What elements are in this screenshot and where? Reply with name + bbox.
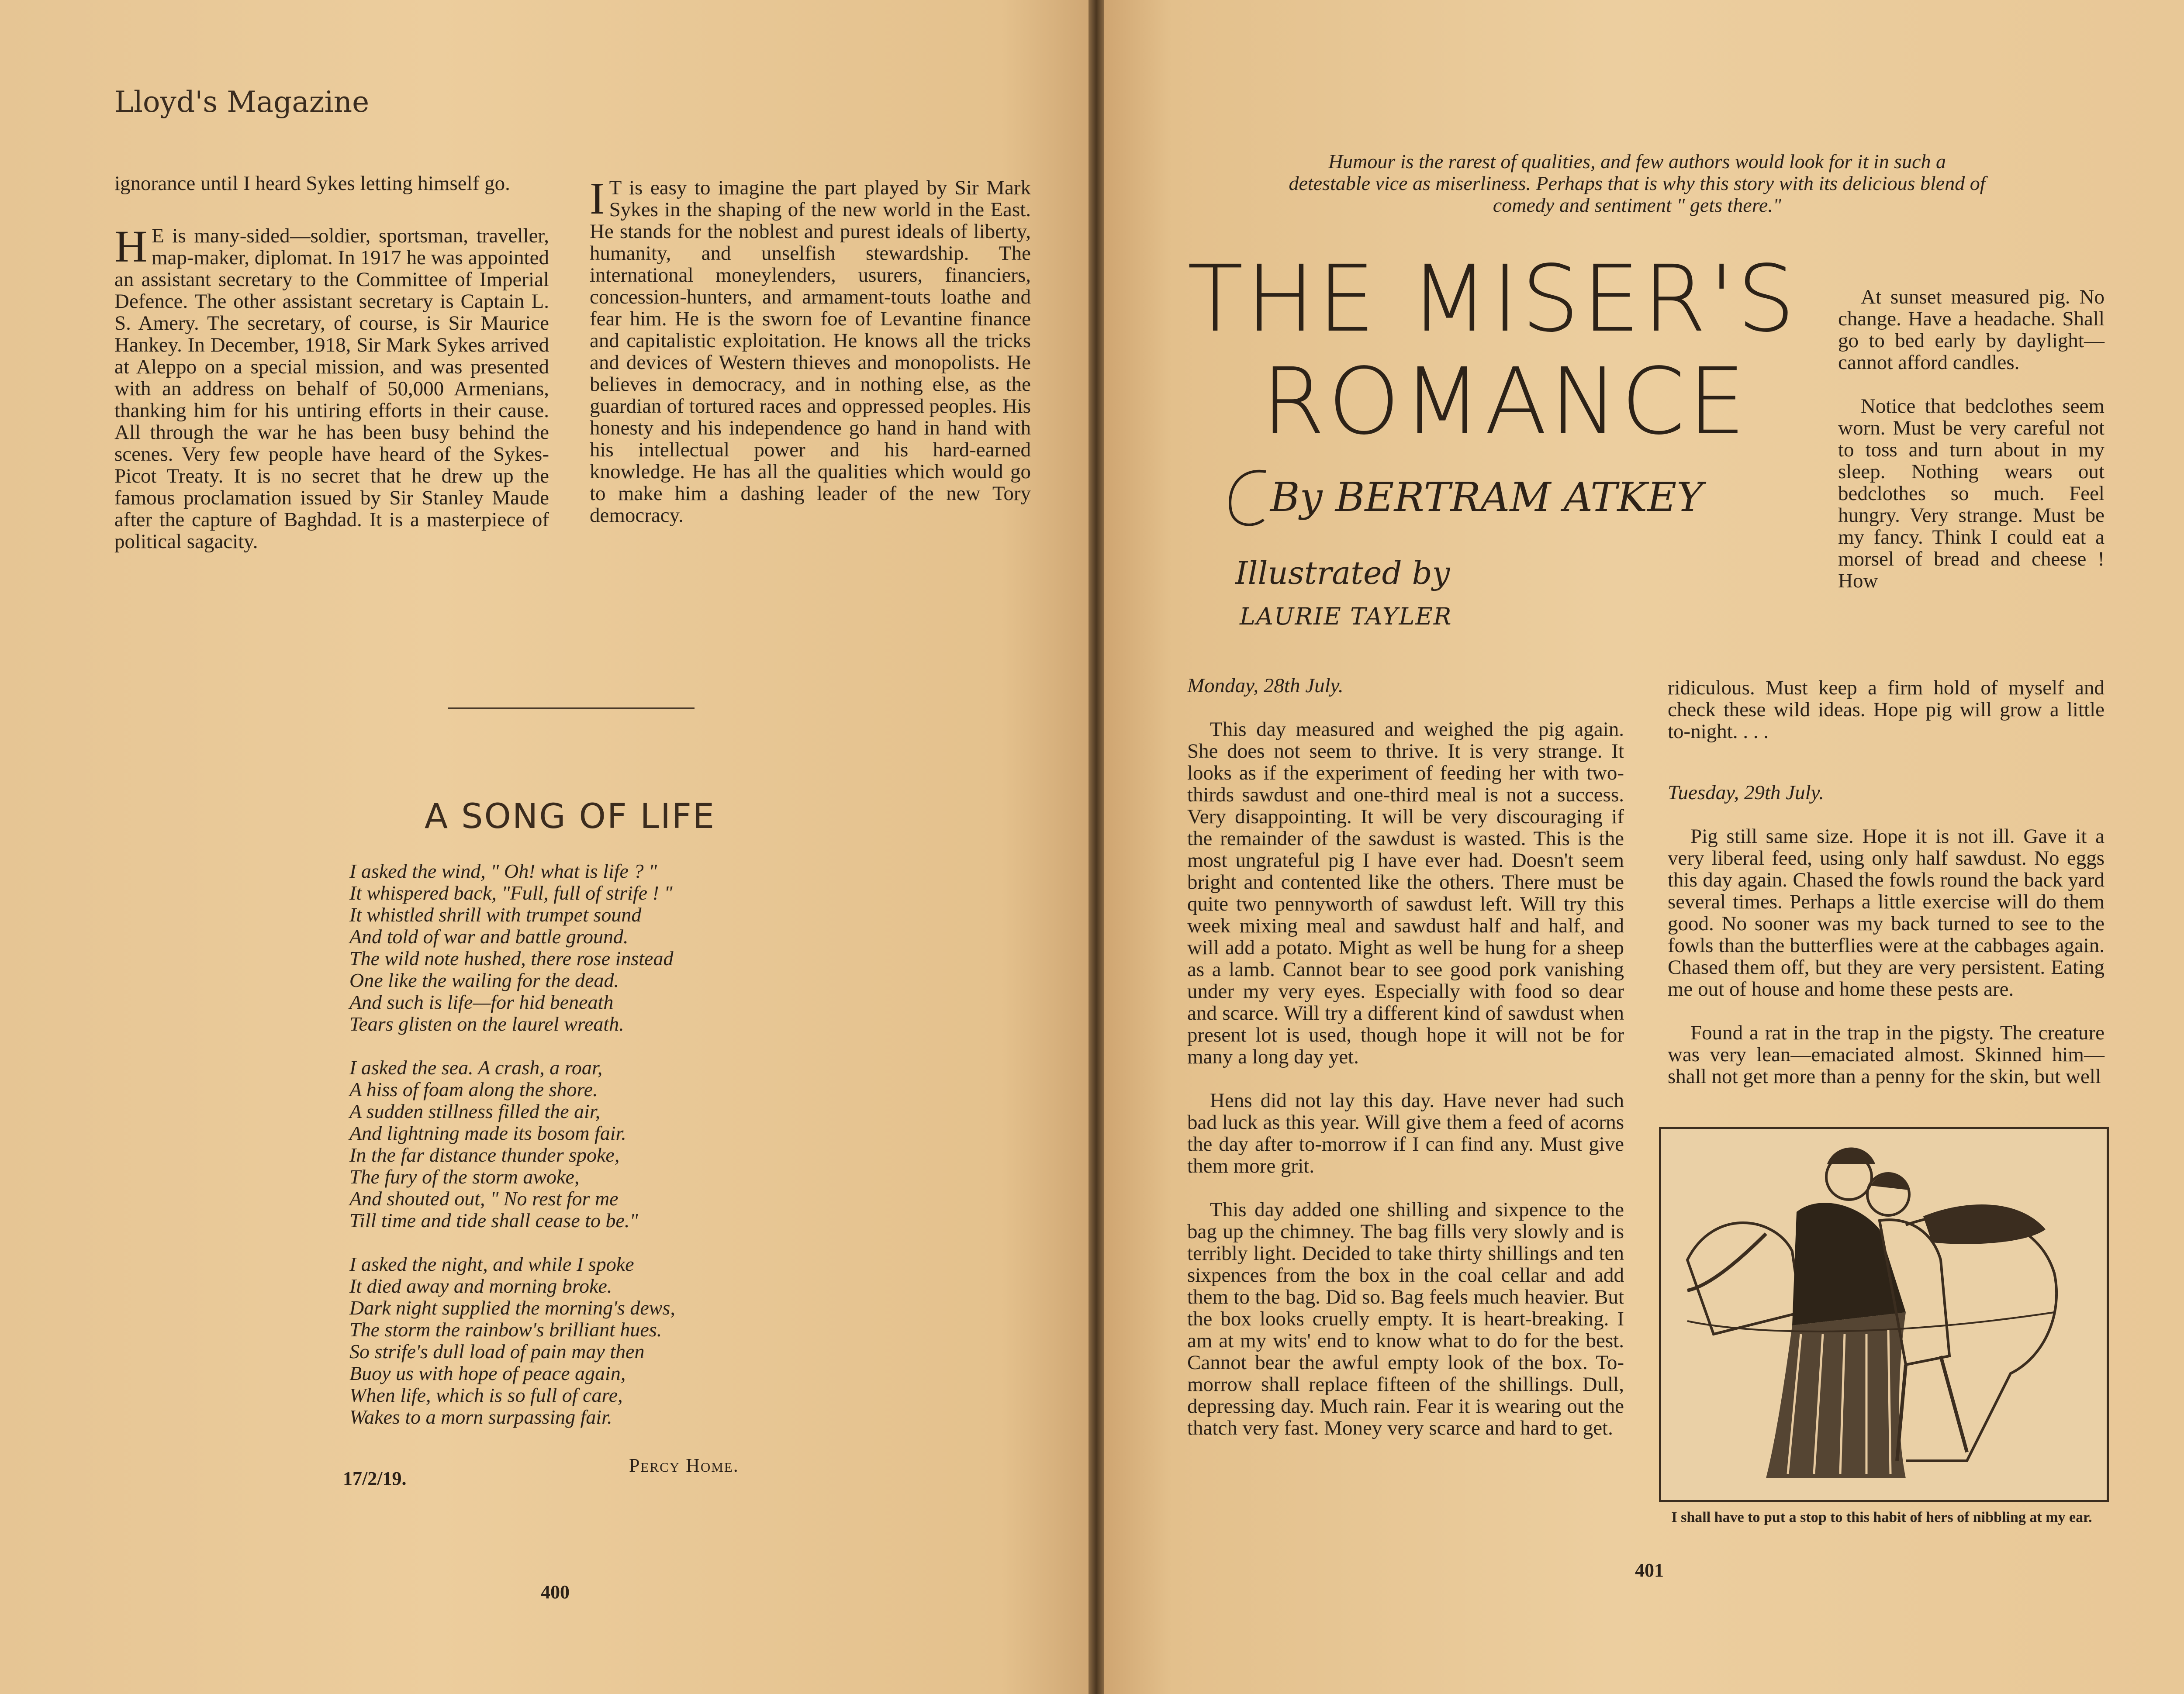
drop-cap: I <box>590 173 605 224</box>
paragraph-text: T is easy to imagine the part played by Sir Mark Sykes in the shaping of the new world in the East. He stands for the noblest and purest ideals of liberty, humanity, and unselfish stewardship. The international moneylenders, usurers, financiers, concession-hunters, and armament-touts loathe and fear him. He is the sworn foe of Levantine finance and capitalistic exploitation. He knows all the tricks and devices of Western thieves and monopolists. He believes in democracy, and in nothing else, as the guardian of tortured races and oppressed peoples. His honesty and his independence go hand in hand with his intellectual power and his hard-earned knowledge. He has all the qualities which would go to make him a dashing leader of the new Tory democracy. <box>590 176 1031 527</box>
right-page <box>1104 0 2184 1694</box>
flourish-icon <box>1222 463 1275 533</box>
poem-line: When life, which is so full of care, <box>349 1384 623 1406</box>
story-title-line-2: ROMANCE <box>1261 348 1749 455</box>
book-gutter <box>1089 0 1104 1694</box>
side-column <box>1838 264 2105 614</box>
paragraph-dropcap <box>590 173 1031 527</box>
poem-line: Buoy us with hope of peace again, <box>349 1362 626 1384</box>
running-head: Lloyd's Magazine <box>114 85 370 119</box>
page-number-right: 401 <box>1635 1559 1664 1581</box>
drop-cap: H <box>114 221 148 272</box>
poem-line: Tears glisten on the laurel wreath. <box>349 1013 624 1035</box>
story-intro: Humour is the rarest of qualities, and few authors would look for it in such a detestable vice as miserliness. Perhaps that is why this story with its delicious blend of comedy and sentiment " gets there." <box>1289 150 1986 216</box>
left-page <box>0 0 1089 1694</box>
poem-author: Percy Home. <box>629 1455 739 1476</box>
paragraph: At sunset measured pig. No change. Have a headache. Shall go to bed early by daylight—cannot afford candles. <box>1838 286 2105 374</box>
poem-line: Wakes to a morn surpassing fair. <box>349 1406 612 1428</box>
paragraph: Pig still same size. Hope it is not ill. Gave it a very liberal feed, using only half sawdust. No eggs this day again. Chased the fowls round the back yard several times. Perhaps a little exercise will do them good. No sooner was my back turned to see to the fowls than the butterflies were at the cabbages again. Chased them off, but they are very persistent. Eating me out of house and home these pests are. <box>1668 825 2105 1001</box>
story-title-line-1: THE MISER'S <box>1187 245 1798 352</box>
left-column-2 <box>590 155 1031 548</box>
poem-line: And shouted out, " No rest for me <box>349 1187 619 1210</box>
poem-stanza-3 <box>349 1253 808 1428</box>
poem-stanza-2 <box>349 1057 808 1232</box>
poem-date: 17/2/19. <box>343 1468 407 1489</box>
poem-line: In the far distance thunder spoke, <box>349 1144 620 1166</box>
entry-date: Tuesday, 29th July. <box>1668 781 1824 804</box>
paragraph: Hens did not lay this day. Have never had such bad luck as this year. Will give them a feed of acorns the day after to-morrow if I can find any. Must give them more grit. <box>1187 1089 1624 1177</box>
paragraph: This day measured and weighed the pig again. She does not seem to thrive. It is very strange. It looks as if the experiment of feeding her with two-thirds sawdust and one-third meal is not a success. Very disappointing. It will be very discouraging if the remainder of the sawdust is wasted. This is the most ungrateful pig I have ever had. Doesn't seem bright and contented like the others. There must be quite two pennyworth of sawdust left. Will try this week mixing meal and sawdust half and half, and will add a potato. Might as well be hung for a sheep as a lamb. Cannot bear to see good pork vanishing under my very eyes. Especially with food so dear and scarce. Will try a different kind of sawdust when present lot is used, though hope it will not be for many a long day yet. <box>1187 718 1624 1068</box>
illustrator-name: LAURIE TAYLER <box>1240 603 1452 630</box>
poem-line: It died away and morning broke. <box>349 1275 612 1297</box>
poem-line: And such is life—for hid beneath <box>349 991 614 1013</box>
byline: By BERTRAM ATKEY <box>1270 474 1704 521</box>
poem-line: One like the wailing for the dead. <box>349 969 619 991</box>
couple-on-sofa-illustration <box>1661 1129 2107 1500</box>
paragraph: Notice that bedclothes seem worn. Must be very careful not to toss and turn about in my sleep. Nothing wears out bedclothes so much. Feel hungry. Very strange. Must be my fancy. Think I could eat a morsel of bread and cheese ! How <box>1838 395 2105 592</box>
right-column-1 <box>1187 653 1624 1461</box>
poem-line: It whispered back, "Full, full of strife ! " <box>349 882 673 904</box>
poem <box>349 860 808 1450</box>
section-divider <box>448 707 695 709</box>
poem-stanza-1 <box>349 860 808 1035</box>
poem-line: I asked the night, and while I spoke <box>349 1253 634 1275</box>
poem-line: And lightning made its bosom fair. <box>349 1122 626 1144</box>
poem-line: Till time and tide shall cease to be." <box>349 1209 638 1232</box>
paragraph-dropcap <box>114 221 549 553</box>
poem-line: Dark night supplied the morning's dews, <box>349 1297 675 1319</box>
right-column-2 <box>1668 655 2105 1109</box>
poem-line: I asked the sea. A crash, a roar, <box>349 1056 603 1079</box>
left-column-1 <box>114 151 549 574</box>
poem-line: The storm the rainbow's brilliant hues. <box>349 1318 662 1341</box>
paragraph: ridiculous. Must keep a firm hold of myself and check these wild ideas. Hope pig will grow a little to-night. . . . <box>1668 676 2105 743</box>
paragraph-text: E is many-sided—soldier, sportsman, traveller, map-maker, diplomat. In 1917 he was appointed an assistant secretary to the Committee of Imperial Defence. The other assistant secretary is Captain L. S. Amery. The secretary, of course, is Sir Maurice Hankey. In December, 1918, Sir Mark Sykes arrived at Aleppo on a special mission, and was presented with an address on behalf of 50,000 Armenians, thanking him for his untiring efforts in their cause. All through the war he has been busy behind the scenes. Very few people have heard of the Sykes-Picot Treaty. It is no secret that he drew up the famous proclamation issued by Sir Stanley Maude after the capture of Baghdad. It is a masterpiece of political sagacity. <box>114 224 549 553</box>
illustrated-by: Illustrated by <box>1235 555 1450 591</box>
poem-line: I asked the wind, " Oh! what is life ? " <box>349 860 657 882</box>
paragraph: ignorance until I heard Sykes letting himself go. <box>114 172 510 195</box>
illustration-caption: I shall have to put a stop to this habit of hers of nibbling at my ear. <box>1671 1509 2092 1525</box>
byline-flourish <box>1222 463 1275 535</box>
poem-line: The fury of the storm awoke, <box>349 1166 580 1188</box>
poem-line: It whistled shrill with trumpet sound <box>349 904 642 926</box>
story-illustration <box>1659 1127 2109 1502</box>
paragraph: Found a rat in the trap in the pigsty. The creature was very lean—emaciated almost. Skinned him—shall not get more than a penny for the skin, but well <box>1668 1021 2105 1088</box>
poem-title: A SONG OF LIFE <box>424 797 716 836</box>
paragraph: This day added one shilling and sixpence to the bag up the chimney. The bag fills very slowly and is terribly light. Decided to take thirty shillings and ten sixpences from the box in the coal cellar and add them to the bag. Did so. Bag feels much heavier. But the box looks cruelly empty. It is heart-breaking. I am at my wits' end to know what to do for the best. Cannot bear the awful empty look of the box. To-morrow shall replace fifteen of the shillings. Dull, depressing day. Much rain. Fear it is wearing out the thatch very fast. Money very scarce and hard to get. <box>1187 1198 1624 1439</box>
poem-line: The wild note hushed, there rose instead <box>349 947 674 969</box>
poem-line: And told of war and battle ground. <box>349 925 629 948</box>
poem-line: A sudden stillness filled the air, <box>349 1100 601 1122</box>
page-number-left: 400 <box>541 1581 570 1603</box>
poem-line: A hiss of foam along the shore. <box>349 1078 598 1101</box>
poem-line: So strife's dull load of pain may then <box>349 1340 645 1363</box>
entry-date: Monday, 28th July. <box>1187 674 1344 697</box>
